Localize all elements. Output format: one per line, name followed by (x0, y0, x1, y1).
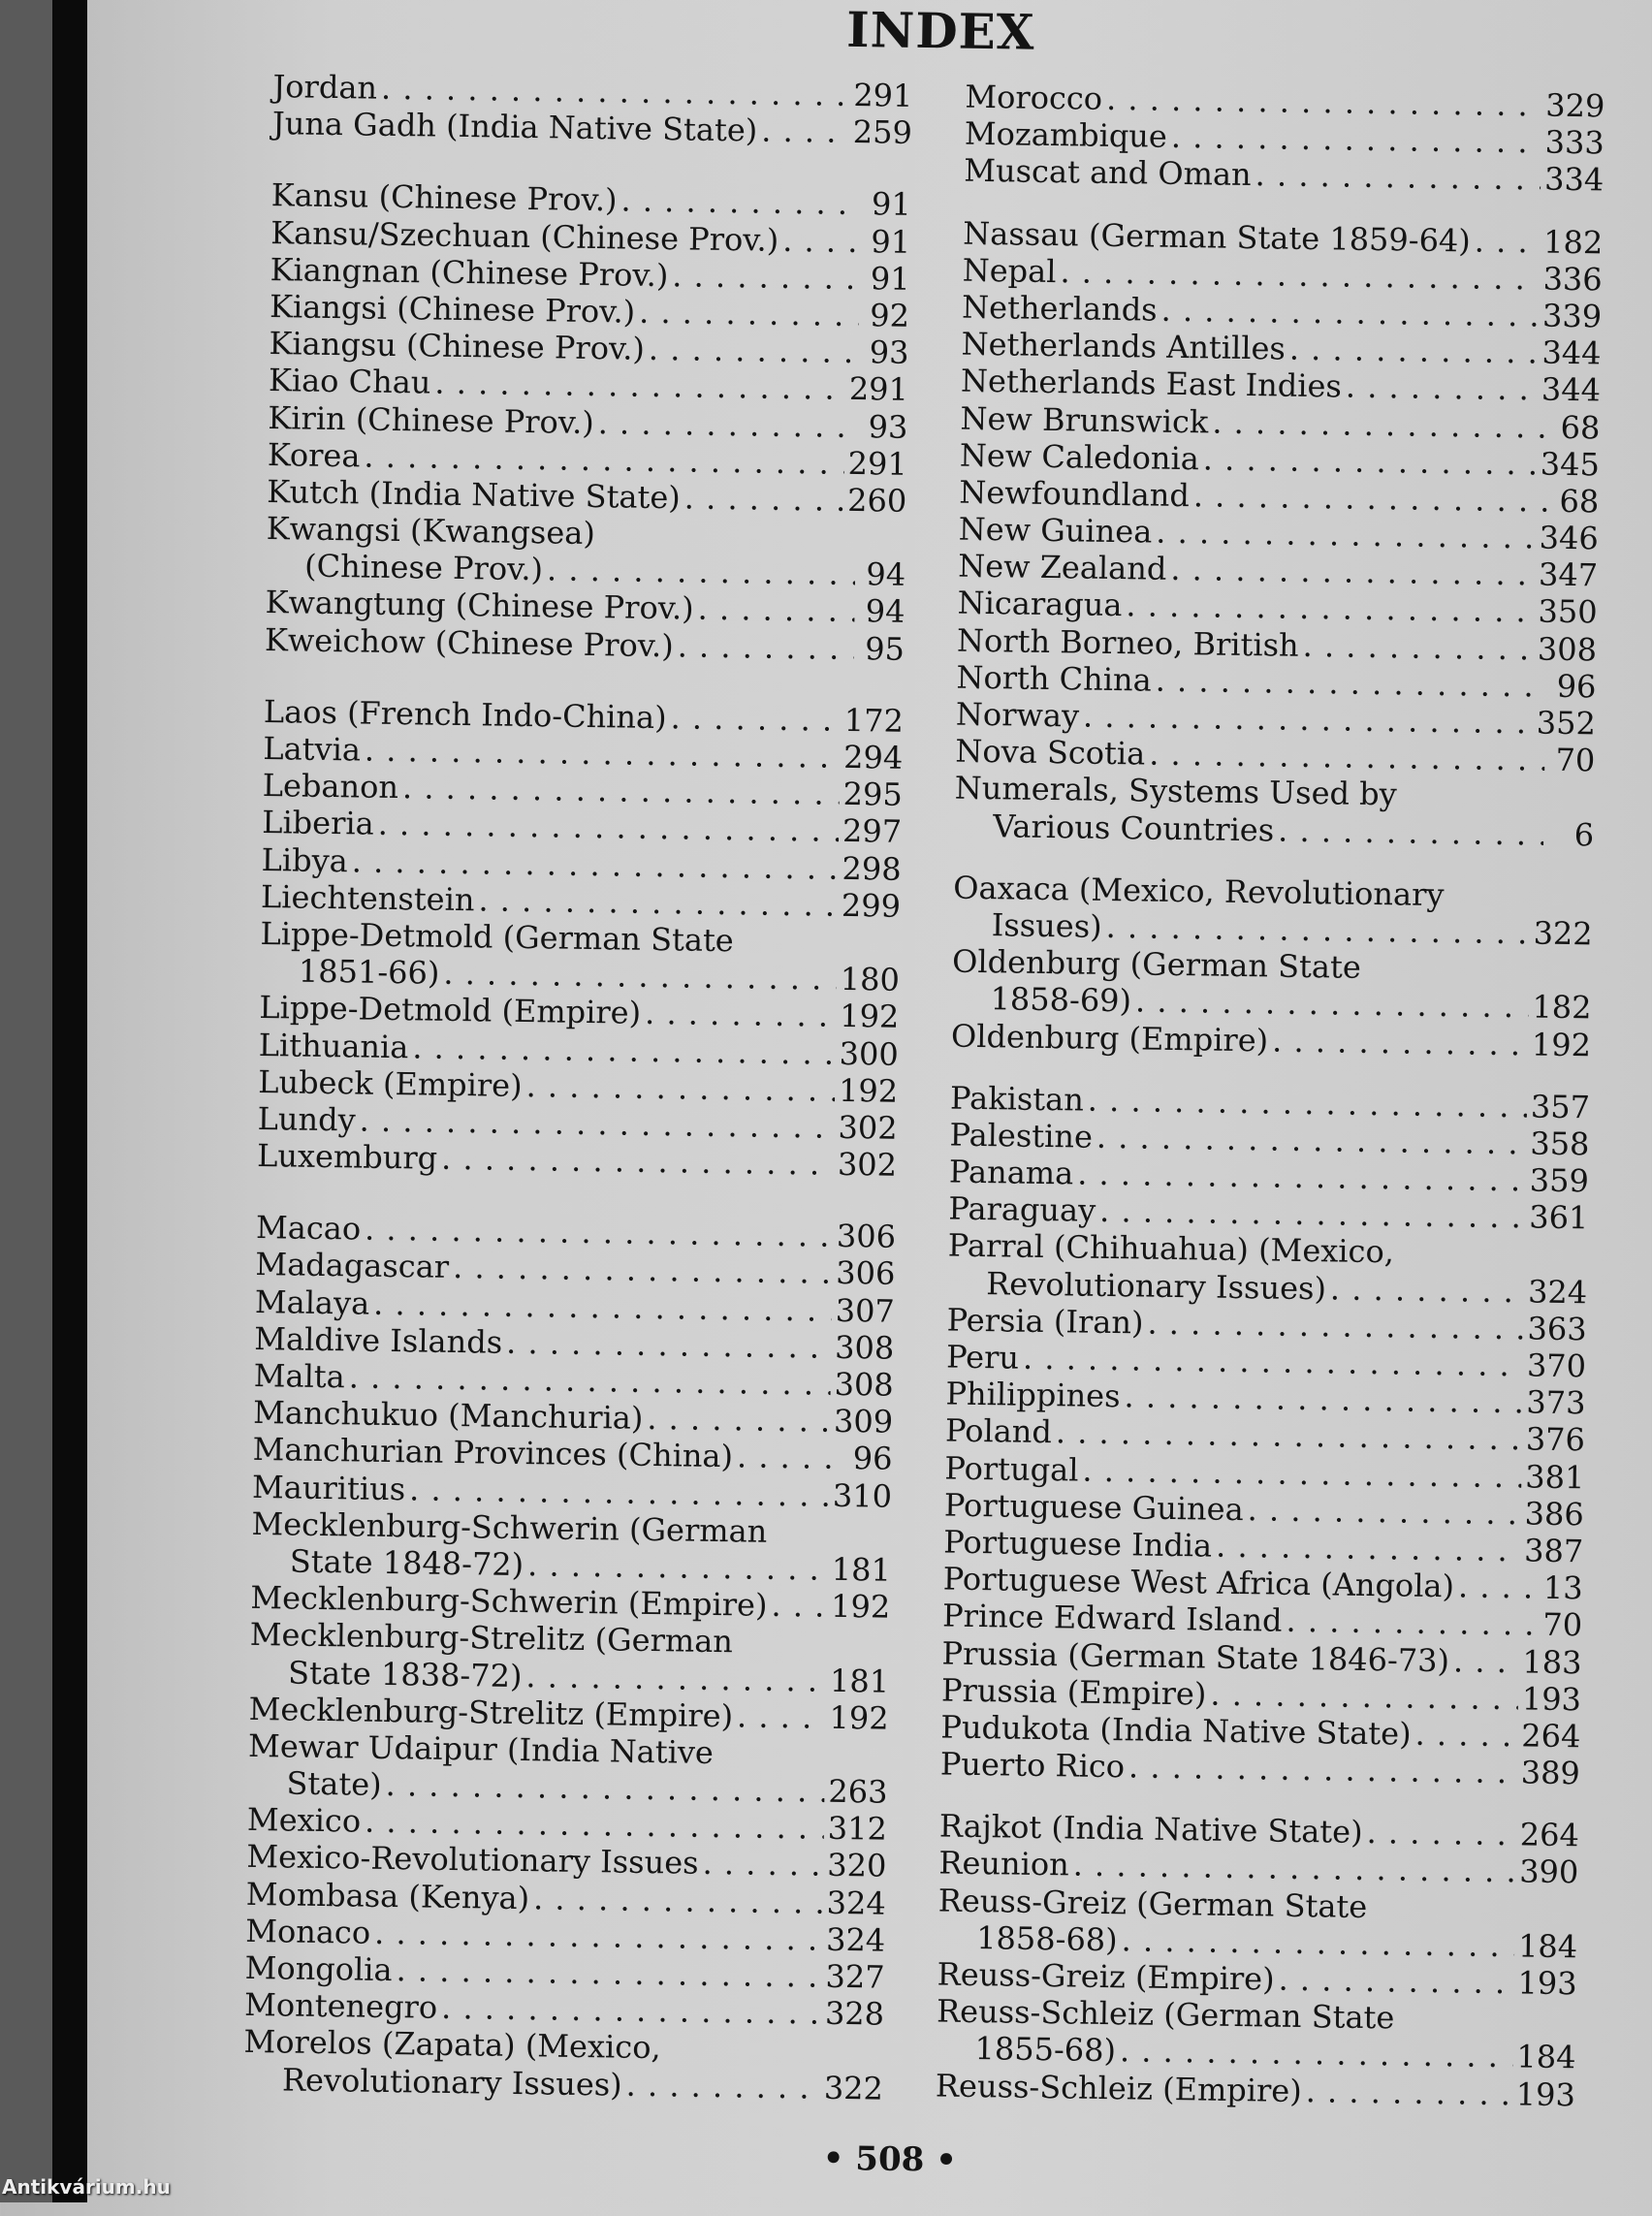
entry-page: 345 (1540, 445, 1601, 484)
entry-name: Lippe-Detmold (Empire) (259, 989, 642, 1032)
index-letter-group (243, 1209, 897, 2106)
entry-page: 373 (1526, 1383, 1586, 1422)
entry-page: 92 (870, 297, 910, 334)
entry-page: 306 (836, 1218, 897, 1255)
entry-name: Kansu/Szechuan (Chinese Prov.) (270, 213, 779, 259)
entry-name: Kwangtung (Chinese Prov.) (265, 584, 694, 628)
entry-name: Puerto Rico (939, 1745, 1126, 1786)
entry-name: Monaco (244, 1912, 371, 1951)
dot-leader (1170, 551, 1535, 593)
entry-name: Kansu (Chinese Prov.) (270, 176, 618, 219)
entry-page: 184 (1516, 2038, 1576, 2076)
dot-leader (547, 552, 856, 593)
entry-name-continued: 1858-69) (990, 980, 1132, 1020)
entry-page: 339 (1541, 297, 1603, 335)
index-letter-group (272, 68, 913, 151)
entry-page: 182 (1532, 988, 1592, 1027)
dot-leader (1121, 1921, 1514, 1964)
entry-page: 344 (1541, 370, 1602, 409)
index-entry (952, 869, 1593, 952)
dot-leader (396, 1951, 822, 1995)
entry-name: Peru (945, 1338, 1020, 1377)
entry-page: 91 (871, 222, 911, 261)
entry-page: 96 (1556, 667, 1597, 706)
dot-leader (453, 1249, 833, 1291)
entry-page: 68 (1560, 408, 1601, 446)
entry-page: 308 (834, 1365, 894, 1404)
index-column-right (935, 79, 1604, 2138)
entry-page: 70 (1555, 741, 1596, 779)
dot-leader (737, 1697, 826, 1736)
dot-leader (441, 1989, 821, 2032)
entry-page: 347 (1538, 555, 1599, 594)
entry-name: Nicaragua (957, 585, 1123, 624)
entry-page: 192 (838, 1071, 899, 1110)
entry-name: Paraguay (948, 1189, 1096, 1230)
entry-page: 91 (871, 185, 912, 224)
dot-leader (385, 1766, 824, 1810)
index-letter-group (964, 79, 1605, 199)
entry-name: Panama (948, 1153, 1074, 1192)
entry-name: Netherlands East Indies (960, 362, 1343, 405)
entry-name: Jordan (272, 68, 378, 107)
entry-name: Kirin (Chinese Prov.) (268, 398, 595, 441)
entry-name: Mozambique (964, 114, 1168, 155)
entry-name: Newfoundland (959, 473, 1191, 515)
entry-name: Reunion (938, 1844, 1070, 1884)
entry-page: 309 (833, 1403, 894, 1440)
dot-leader (639, 294, 859, 334)
entry-name: Madagascar (255, 1246, 450, 1286)
entry-page: 193 (1517, 1964, 1577, 2003)
entry-name-continued: State 1848-72) (289, 1542, 524, 1584)
dot-leader (1171, 118, 1541, 161)
entry-page: 192 (1531, 1025, 1592, 1063)
dot-leader (1216, 1528, 1521, 1569)
entry-name: Nepal (962, 251, 1057, 290)
entry-name: Mongolia (244, 1948, 393, 1989)
entry-name: Poland (944, 1411, 1053, 1451)
dot-leader (1124, 1377, 1522, 1420)
index-letter-group (940, 1079, 1591, 1791)
dot-leader (1120, 2033, 1513, 2075)
entry-name: Pakistan (949, 1079, 1085, 1119)
entry-name: Lundy (257, 1099, 356, 1139)
entry-name: Korea (267, 435, 361, 475)
dot-leader (761, 112, 849, 151)
entry-page: 333 (1544, 123, 1605, 162)
entry-name: Kiangsu (Chinese Prov.) (269, 325, 646, 367)
entry-name: Oldenburg (Empire) (950, 1017, 1269, 1059)
entry-page: 193 (1521, 1680, 1582, 1718)
dot-leader (1289, 331, 1539, 371)
dot-leader (1453, 1642, 1519, 1680)
entry-page: 302 (837, 1145, 898, 1184)
entry-name: Mecklenburg-Strelitz (Empire) (248, 1690, 734, 1734)
entry-page: 291 (848, 370, 909, 409)
entry-page: 68 (1559, 482, 1600, 521)
dot-leader (645, 995, 837, 1034)
entry-page: 13 (1542, 1568, 1583, 1607)
dot-leader (412, 1029, 836, 1072)
dot-leader (1212, 403, 1550, 445)
entry-page: 172 (843, 701, 905, 740)
dot-leader (527, 1546, 828, 1588)
entry-name: Reuss-Schleiz (German State (936, 1992, 1395, 2037)
watermark: Antikvárium.hu (2, 2175, 171, 2199)
dot-leader (1203, 440, 1538, 482)
dot-leader (1458, 1568, 1533, 1606)
entry-page: 387 (1523, 1532, 1584, 1570)
entry-name: Mecklenburg-Schwerin (Empire) (250, 1579, 768, 1624)
entry-name: Morocco (965, 78, 1103, 117)
entry-page: 328 (824, 1994, 885, 2033)
dot-leader (1155, 661, 1545, 704)
dot-leader (1193, 477, 1549, 520)
dot-leader (670, 699, 841, 739)
entry-page: 324 (1527, 1273, 1588, 1311)
index-entry (249, 1616, 890, 1699)
dot-leader (434, 364, 845, 407)
entry-name-continued: Revolutionary Issues) (985, 1264, 1327, 1307)
entry-name: Mexico-Revolutionary Issues (246, 1838, 699, 1883)
entry-page: 334 (1543, 160, 1604, 199)
dot-leader (1330, 1270, 1525, 1310)
entry-page: 70 (1542, 1606, 1583, 1644)
index-entry (243, 2023, 884, 2106)
entry-name: Lippe-Detmold (German State (260, 914, 735, 960)
entry-name: Mombasa (Kenya) (245, 1875, 530, 1916)
dot-leader (441, 1140, 834, 1183)
dot-leader (506, 1324, 832, 1366)
entry-page: 361 (1528, 1198, 1589, 1237)
entry-name: New Caledonia (959, 436, 1200, 477)
dot-leader (737, 1439, 842, 1477)
entry-name: Montenegro (243, 1986, 438, 2027)
entry-name: Prussia (German State 1846-73) (941, 1634, 1450, 1679)
entry-page: 336 (1542, 260, 1603, 299)
entry-page: 259 (852, 113, 913, 152)
entry-name: New Brunswick (960, 399, 1209, 440)
entry-page: 300 (839, 1034, 900, 1073)
dot-leader (1106, 80, 1542, 124)
entry-name: Kwangsi (Kwangsea) (266, 510, 596, 553)
entry-page: 307 (835, 1291, 896, 1330)
entry-name: North Borneo, British (956, 621, 1299, 664)
entry-name: North China (956, 658, 1153, 699)
entry-name-continued: Issues) (991, 906, 1102, 945)
entry-page: 264 (1519, 1816, 1580, 1854)
index-entry (936, 1993, 1576, 2076)
entry-page: 320 (826, 1847, 887, 1885)
index-entry (251, 1505, 892, 1589)
entry-name: Kiangnan (Chinese Prov.) (270, 250, 669, 294)
entry-name: Netherlands (961, 288, 1158, 329)
entry-name: Liberia (261, 804, 375, 843)
entry-page: 96 (852, 1440, 893, 1478)
entry-name: Kiangsi (Chinese Prov.) (269, 288, 636, 331)
entry-page: 260 (846, 481, 907, 520)
dot-leader (702, 1845, 823, 1884)
entry-name: Reuss-Greiz (Empire) (937, 1955, 1275, 1998)
entry-page: 94 (865, 592, 905, 631)
entry-name: Luxemburg (256, 1137, 438, 1177)
dot-leader (1255, 157, 1541, 199)
entry-page: 363 (1527, 1310, 1587, 1348)
entry-page: 302 (838, 1108, 898, 1147)
entry-name: New Guinea (958, 510, 1153, 551)
entry-page: 310 (832, 1476, 893, 1515)
entry-name-continued: Revolutionary Issues) (281, 2061, 622, 2104)
entry-name: Manchurian Provinces (China) (252, 1431, 734, 1475)
dot-leader (533, 1880, 823, 1921)
entry-page: 350 (1538, 592, 1598, 631)
entry-page: 386 (1524, 1495, 1585, 1534)
entry-name: Mexico (246, 1801, 362, 1840)
entry-name: Pudukota (India Native State) (940, 1708, 1412, 1753)
entry-page: 306 (836, 1254, 896, 1293)
entry-name: Manchukuo (Manchuria) (252, 1394, 644, 1438)
entry-page: 93 (868, 407, 908, 446)
entry-name: Kweichow (Chinese Prov.) (264, 620, 675, 664)
dot-leader (647, 1400, 830, 1440)
dot-leader (1126, 587, 1535, 630)
dot-leader (1160, 292, 1539, 334)
dot-leader (1156, 514, 1536, 556)
entry-page: 324 (826, 1884, 887, 1922)
dot-leader (402, 769, 840, 812)
entry-name: Liechtenstein (260, 877, 475, 919)
entry-page: 94 (866, 555, 906, 594)
entry-page: 297 (842, 812, 903, 851)
dot-leader (677, 627, 854, 667)
entry-page: 91 (870, 260, 910, 298)
entry-page: 184 (1517, 1927, 1578, 1966)
entry-page: 357 (1530, 1088, 1591, 1126)
entry-name: Malaya (254, 1282, 370, 1322)
entry-page: 312 (827, 1810, 888, 1848)
entry-name: Philippines (945, 1375, 1121, 1415)
entry-page: 295 (842, 776, 904, 813)
index-letter-group (936, 1808, 1579, 2113)
dot-leader (1305, 2073, 1512, 2112)
entry-name-continued: State) (286, 1764, 382, 1804)
entry-page: 352 (1536, 704, 1597, 743)
entry-page: 358 (1530, 1124, 1590, 1163)
dot-leader (478, 881, 838, 924)
dot-leader (525, 1067, 835, 1109)
page-number: • 508 • (822, 2138, 958, 2180)
entry-name: Parral (Chihuahua) (Mexico, (947, 1226, 1395, 1271)
entry-name: New Zealand (957, 547, 1167, 588)
entry-page: 299 (841, 886, 902, 925)
dot-leader (1096, 1119, 1527, 1162)
entry-name: Kiao Chau (268, 362, 431, 401)
dot-leader (1346, 368, 1539, 408)
entry-name: Nassau (German State 1859-64) (963, 214, 1472, 259)
index-entry (260, 915, 901, 998)
entry-name: Libya (261, 840, 349, 879)
dot-leader (409, 1471, 829, 1514)
entry-name: Kutch (India Native State) (267, 472, 682, 517)
index-entry (266, 510, 906, 593)
dot-leader (1210, 1675, 1518, 1717)
entry-name: Juna Gadh (India Native State) (271, 105, 758, 149)
dot-leader (1475, 222, 1541, 260)
entry-name: Oaxaca (Mexico, Revolutionary (953, 869, 1445, 913)
entry-page: 298 (842, 849, 902, 888)
entry-name: Portuguese Guinea (943, 1486, 1244, 1528)
index-entry (937, 1882, 1578, 1965)
entry-name: Muscat and Oman (964, 152, 1252, 194)
entry-page: 381 (1525, 1457, 1585, 1496)
entry-name: Nova Scotia (955, 732, 1146, 773)
entry-name: Numerals, Systems Used by (954, 769, 1398, 813)
dot-leader (782, 221, 861, 259)
entry-name: Rajkot (India Native State) (938, 1807, 1363, 1852)
dot-leader (684, 479, 844, 519)
index-entry (247, 1727, 888, 1811)
entry-page: 294 (842, 738, 904, 776)
index-letter-group (954, 214, 1604, 853)
entry-page: 308 (834, 1328, 895, 1367)
entry-name: Lithuania (258, 1026, 409, 1065)
entry-page: 370 (1526, 1346, 1587, 1385)
entry-page: 192 (829, 1698, 889, 1737)
dot-leader (672, 257, 860, 297)
dot-leader (1278, 811, 1544, 852)
entry-page: 181 (829, 1662, 890, 1700)
entry-name: Portuguese India (943, 1523, 1213, 1565)
entry-page: 183 (1522, 1642, 1582, 1681)
dot-leader (1302, 627, 1534, 668)
index-column-left (242, 68, 913, 2141)
dot-leader (1149, 736, 1545, 778)
dot-leader (697, 590, 854, 630)
dot-leader (1272, 1022, 1528, 1062)
index-entry (954, 770, 1595, 853)
entry-page: 291 (847, 444, 908, 483)
entry-page: 93 (869, 333, 909, 371)
entry-name: Morelos (Zapata) (Mexico, (243, 2023, 661, 2067)
entry-name-continued: 1858-68) (975, 1918, 1118, 1959)
dot-leader (1082, 1451, 1521, 1495)
page-title: INDEX (845, 0, 1036, 61)
entry-name: Mecklenburg-Strelitz (German (249, 1616, 734, 1661)
entry-name: Malta (253, 1356, 346, 1396)
entry-page: 263 (828, 1772, 888, 1811)
entry-name-continued: State 1838-72) (287, 1654, 523, 1694)
entry-name: Portuguese West Africa (Angola) (942, 1560, 1455, 1605)
entry-page: 389 (1520, 1754, 1581, 1792)
dot-leader (1366, 1814, 1516, 1852)
dot-leader (525, 1658, 826, 1699)
index-letter-group (265, 176, 911, 667)
entry-page: 291 (853, 76, 913, 114)
entry-name: Prince Edward Island (941, 1597, 1283, 1640)
dot-leader (443, 955, 837, 997)
dot-leader (625, 2066, 820, 2105)
entry-name: Netherlands Antilles (961, 325, 1287, 367)
dot-leader (1247, 1491, 1521, 1532)
entry-name: Lubeck (Empire) (257, 1062, 523, 1104)
entry-name: Mauritius (251, 1468, 406, 1507)
entry-name: Oldenburg (German State (951, 942, 1362, 986)
entry-name: Palestine (949, 1116, 1094, 1155)
entry-name: Maldive Islands (254, 1319, 503, 1361)
entry-page: 390 (1518, 1852, 1579, 1891)
entry-name: Laos (French Indo-China) (263, 692, 667, 736)
entry-name: Mecklenburg-Schwerin (German (251, 1504, 768, 1550)
entry-page: 182 (1542, 223, 1604, 262)
dot-leader (1147, 1304, 1524, 1346)
dot-leader (1099, 1192, 1526, 1236)
entry-page: 322 (1533, 914, 1593, 953)
entry-page: 376 (1525, 1420, 1586, 1459)
entry-page: 359 (1529, 1161, 1590, 1200)
entry-page: 346 (1539, 519, 1600, 557)
entry-name: Lebanon (262, 767, 399, 807)
entry-page: 308 (1537, 630, 1598, 669)
entry-name-continued: 1855-68) (974, 2030, 1117, 2070)
dot-leader (597, 404, 857, 445)
dot-leader (649, 331, 859, 370)
entry-page: 6 (1573, 815, 1595, 853)
entry-name: Mewar Udaipur (India Native (247, 1726, 715, 1771)
entry-name: Reuss-Greiz (German State (937, 1882, 1368, 1925)
entry-name: Latvia (263, 730, 362, 769)
entry-name: Reuss-Schleiz (Empire) (935, 2067, 1303, 2109)
index-letter-group (951, 869, 1594, 1063)
entry-page: 180 (840, 960, 901, 998)
entry-name: Macao (255, 1209, 362, 1248)
entry-page: 329 (1544, 86, 1605, 125)
entry-page: 322 (823, 2069, 884, 2107)
entry-name: Persia (Iran) (946, 1301, 1144, 1342)
entry-page: 344 (1541, 333, 1602, 372)
entry-name: Portugal (944, 1449, 1079, 1489)
index-entry (951, 943, 1592, 1027)
entry-name-continued: Various Countries (992, 807, 1275, 849)
entry-page: 324 (825, 1920, 886, 1959)
entry-page: 327 (825, 1957, 885, 1996)
dot-leader (620, 182, 861, 223)
dot-leader (1278, 1961, 1513, 2002)
dot-leader (1286, 1602, 1532, 1643)
dot-leader (1128, 1748, 1517, 1790)
entry-name: Prussia (Empire) (940, 1671, 1207, 1713)
entry-name: Norway (955, 695, 1080, 735)
entry-page: 193 (1515, 2074, 1576, 2113)
dot-leader (1414, 1716, 1517, 1755)
entry-name-continued: (Chinese Prov.) (303, 547, 544, 588)
dot-leader (1088, 1081, 1528, 1124)
entry-page: 192 (830, 1587, 891, 1626)
dot-leader (1105, 908, 1530, 952)
entry-page: 181 (831, 1550, 892, 1589)
entry-page: 192 (839, 997, 900, 1036)
entry-page: 95 (864, 629, 905, 668)
index-entry (947, 1227, 1588, 1311)
dot-leader (1135, 983, 1529, 1026)
entry-page: 264 (1521, 1717, 1581, 1756)
index-letter-group (257, 693, 904, 1184)
entry-name-continued: 1851-66) (298, 952, 440, 992)
dot-leader (771, 1587, 827, 1625)
